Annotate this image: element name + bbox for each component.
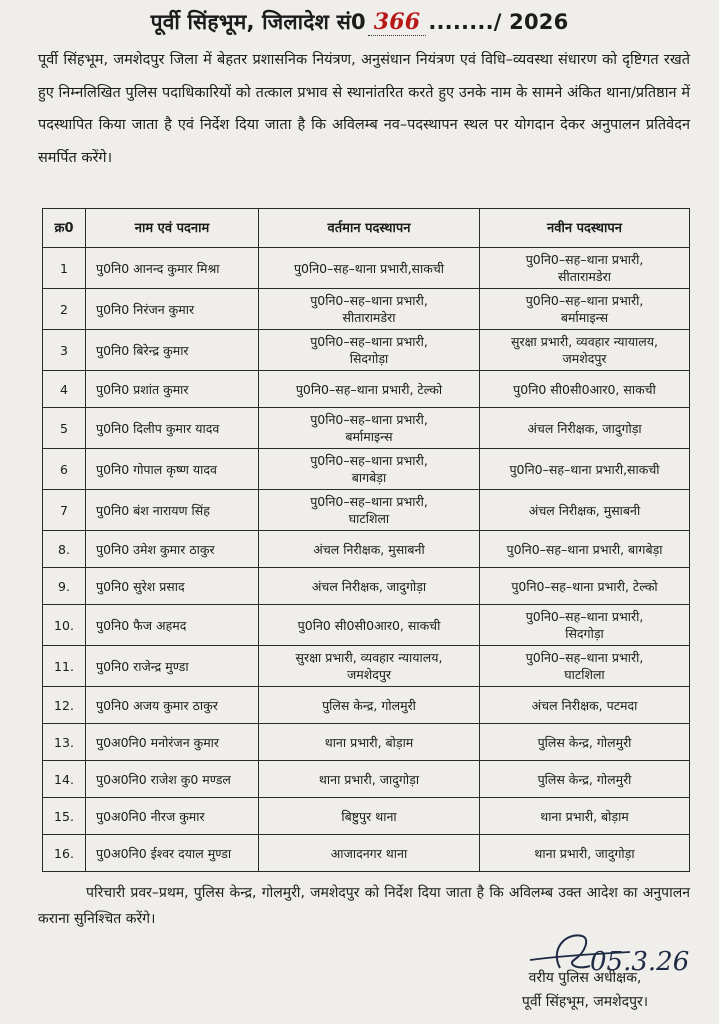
row-serial: 11.	[43, 646, 86, 687]
row-current-posting	[259, 605, 480, 646]
current-posting-line: पु0नि0–सह–थाना प्रभारी,	[310, 334, 428, 349]
row-officer-name: पु0नि0 दिलीप कुमार यादव	[86, 408, 259, 449]
table-row	[43, 289, 690, 330]
row-current-posting	[259, 724, 480, 761]
row-officer-name: पु0नि0 गोपाल कृष्ण यादव	[86, 449, 259, 490]
row-new-posting	[480, 289, 690, 330]
row-current-posting	[259, 330, 480, 371]
row-officer-name: पु0अ0नि0 मनोरंजन कुमार	[86, 724, 259, 761]
table-row	[43, 568, 690, 605]
new-posting-line: बर्मामाइन्स	[560, 310, 609, 325]
new-posting-line: पु0नि0–सह–थाना प्रभारी,साकची	[509, 461, 660, 477]
current-posting-line: सुरक्षा प्रभारी, व्यवहार न्यायालय,	[295, 650, 443, 665]
new-posting-line: पु0नि0–सह–थाना प्रभारी,	[525, 252, 644, 267]
new-posting-line: सिदगोड़ा	[565, 626, 604, 641]
row-officer-name: पु0नि0 आनन्द कुमार मिश्रा	[86, 248, 259, 289]
order-dots: ........	[428, 10, 494, 34]
row-current-posting	[259, 371, 480, 408]
current-posting-line: पु0नि0–सह–थाना प्रभारी,	[310, 412, 428, 427]
row-serial: 6	[43, 449, 86, 490]
row-new-posting	[480, 646, 690, 687]
row-officer-name: पु0अ0नि0 ईश्वर दयाल मुण्डा	[86, 835, 259, 872]
row-new-posting	[480, 371, 690, 408]
new-posting-line: अंचल निरीक्षक, जादुगोड़ा	[527, 420, 642, 436]
table-row	[43, 449, 690, 490]
current-posting-line: जमशेदपुर	[346, 667, 392, 682]
row-serial: 4	[43, 371, 86, 408]
new-posting-line: पु0नि0–सह–थाना प्रभारी, टेल्को	[511, 578, 658, 594]
row-serial: 9.	[43, 568, 86, 605]
order-year: / 2026	[493, 10, 569, 34]
table-row	[43, 835, 690, 872]
table-row	[43, 531, 690, 568]
current-posting-line: घाटशिला	[348, 511, 390, 526]
row-new-posting	[480, 687, 690, 724]
row-new-posting	[480, 248, 690, 289]
current-posting-line: अंचल निरीक्षक, मुसाबनी	[313, 541, 425, 557]
row-serial: 12.	[43, 687, 86, 724]
row-officer-name: पु0नि0 निरंजन कुमार	[86, 289, 259, 330]
row-current-posting	[259, 761, 480, 798]
table-row	[43, 408, 690, 449]
transfer-table-body	[43, 248, 690, 872]
transfer-table-header-row	[43, 209, 690, 248]
current-posting-line: बर्मामाइन्स	[345, 429, 393, 444]
row-new-posting	[480, 568, 690, 605]
new-posting-line: पु0नि0–सह–थाना प्रभारी,	[525, 650, 644, 665]
row-current-posting	[259, 248, 480, 289]
row-new-posting	[480, 724, 690, 761]
row-officer-name: पु0नि0 बंश नारायण सिंह	[86, 490, 259, 531]
row-serial: 13.	[43, 724, 86, 761]
new-posting-line: अंचल निरीक्षक, मुसाबनी	[528, 502, 641, 518]
table-row	[43, 646, 690, 687]
row-new-posting	[480, 449, 690, 490]
header-name: नाम एवं पदनाम	[86, 209, 259, 248]
row-new-posting	[480, 835, 690, 872]
row-serial: 7	[43, 490, 86, 531]
transfer-table	[42, 208, 690, 872]
table-row	[43, 605, 690, 646]
order-intro-paragraph: पूर्वी सिंहभूम, जमशेदपुर जिला में बेहतर प्रशासनिक नियंत्रण, अनुसंधान नियंत्रण एवं विधि–व्यवस्था संधारण को दृष्टिगत रखते हुए निम्नलिखित पुलिस पदाधिकारियों को तत्काल प्रभाव से स्थानांतरित करते हुए उनके नाम के सामने अंकित थाना/प्रतिष्ठान में पदस्थापित किया जाता है एवं निर्देश दिया जाता है कि अविलम्ब नव–पदस्थापन स्थल पर योगदान देकर अनुपालन प्रतिवेदन समर्पित करेंगे।	[38, 52, 690, 166]
row-officer-name: पु0नि0 अजय कुमार ठाकुर	[86, 687, 259, 724]
row-officer-name: पु0अ0नि0 राजेश कु0 मण्डल	[86, 761, 259, 798]
row-current-posting	[259, 289, 480, 330]
row-serial: 1	[43, 248, 86, 289]
row-serial: 10.	[43, 605, 86, 646]
header-serial: क्र0	[43, 209, 86, 248]
new-posting-line: पुलिस केन्द्र, गोलमुरी	[537, 734, 632, 750]
current-posting-line: सिदगोड़ा	[349, 351, 389, 366]
new-posting-line: सीतारामडेरा	[558, 269, 611, 284]
new-posting-line: पु0नि0–सह–थाना प्रभारी,	[525, 609, 644, 624]
row-new-posting	[480, 408, 690, 449]
row-new-posting	[480, 761, 690, 798]
row-current-posting	[259, 646, 480, 687]
new-posting-line: थाना प्रभारी, बोड़ाम	[540, 808, 629, 824]
row-serial: 8.	[43, 531, 86, 568]
order-number: 366	[368, 9, 427, 36]
row-new-posting	[480, 605, 690, 646]
designation-line-1: वरीय पुलिस अधीक्षक,	[528, 970, 642, 986]
row-current-posting	[259, 835, 480, 872]
row-current-posting	[259, 798, 480, 835]
new-posting-line: घाटशिला	[564, 667, 605, 682]
table-row	[43, 371, 690, 408]
header-current-posting: वर्तमान पदस्थापन	[259, 209, 480, 248]
row-officer-name: पु0नि0 सुरेश प्रसाद	[86, 568, 259, 605]
current-posting-line: पुलिस केन्द्र, गोलमुरी	[322, 697, 416, 713]
table-row	[43, 330, 690, 371]
row-officer-name: पु0नि0 प्रशांत कुमार	[86, 371, 259, 408]
current-posting-line: पु0नि0–सह–थाना प्रभारी,साकची	[293, 260, 445, 276]
table-row	[43, 798, 690, 835]
current-posting-line: आजादनगर थाना	[330, 845, 408, 861]
new-posting-line: सुरक्षा प्रभारी, व्यवहार न्यायालय,	[511, 334, 658, 349]
row-current-posting	[259, 531, 480, 568]
current-posting-line: अंचल निरीक्षक, जादुगोड़ा	[311, 578, 427, 594]
signatory-designation	[470, 966, 700, 1014]
table-row	[43, 490, 690, 531]
row-serial: 2	[43, 289, 86, 330]
row-serial: 5	[43, 408, 86, 449]
row-new-posting	[480, 330, 690, 371]
new-posting-line: पुलिस केन्द्र, गोलमुरी	[537, 771, 632, 787]
table-row	[43, 687, 690, 724]
current-posting-line: सीतारामडेरा	[342, 310, 396, 325]
new-posting-line: पु0नि0–सह–थाना प्रभारी,	[525, 293, 644, 308]
order-title	[0, 8, 719, 36]
current-posting-line: थाना प्रभारी, बोड़ाम	[324, 734, 414, 750]
current-posting-line: पु0नि0 सी0सी0आर0, साकची	[297, 617, 441, 633]
table-row	[43, 248, 690, 289]
row-current-posting	[259, 687, 480, 724]
row-officer-name: पु0नि0 फैज अहमद	[86, 605, 259, 646]
row-officer-name: पु0नि0 उमेश कुमार ठाकुर	[86, 531, 259, 568]
row-serial: 16.	[43, 835, 86, 872]
row-current-posting	[259, 490, 480, 531]
current-posting-line: बिष्टुपुर थाना	[341, 808, 397, 824]
header-new-posting: नवीन पदस्थापन	[480, 209, 690, 248]
order-footer-paragraph: परिचारी प्रवर–प्रथम, पुलिस केन्द्र, गोलमुरी, जमशेदपुर को निर्देश दिया जाता है कि अविलम्ब उक्त आदेश का अनुपालन कराना सुनिश्चित करेंगे।	[38, 885, 690, 927]
row-current-posting	[259, 449, 480, 490]
row-new-posting	[480, 490, 690, 531]
designation-line-2: पूर्वी सिंहभूम, जमशेदपुर।	[521, 994, 649, 1010]
current-posting-line: पु0नि0–सह–थाना प्रभारी,	[310, 453, 428, 468]
current-posting-line: पु0नि0–सह–थाना प्रभारी, टेल्को	[295, 381, 443, 397]
row-new-posting	[480, 798, 690, 835]
new-posting-line: अंचल निरीक्षक, पटमदा	[531, 697, 638, 713]
table-row	[43, 724, 690, 761]
signature-date: 05.3.26	[590, 947, 690, 976]
row-officer-name: पु0अ0नि0 नीरज कुमार	[86, 798, 259, 835]
new-posting-line: पु0नि0–सह–थाना प्रभारी, बागबेड़ा	[506, 541, 663, 557]
row-new-posting	[480, 531, 690, 568]
current-posting-line: पु0नि0–सह–थाना प्रभारी,	[310, 293, 428, 308]
table-row	[43, 761, 690, 798]
new-posting-line: थाना प्रभारी, जादुगोड़ा	[534, 845, 635, 861]
row-serial: 3	[43, 330, 86, 371]
current-posting-line: बागबेड़ा	[351, 470, 387, 485]
row-current-posting	[259, 408, 480, 449]
order-title-prefix: पूर्वी सिंहभूम, जिलादेश सं0	[150, 10, 366, 34]
current-posting-line: थाना प्रभारी, जादुगोड़ा	[318, 771, 420, 787]
row-officer-name: पु0नि0 राजेन्द्र मुण्डा	[86, 646, 259, 687]
row-serial: 14.	[43, 761, 86, 798]
new-posting-line: पु0नि0 सी0सी0आर0, साकची	[513, 381, 656, 397]
row-current-posting	[259, 568, 480, 605]
current-posting-line: पु0नि0–सह–थाना प्रभारी,	[310, 494, 428, 509]
new-posting-line: जमशेदपुर	[562, 351, 607, 366]
row-serial: 15.	[43, 798, 86, 835]
row-officer-name: पु0नि0 बिरेन्द्र कुमार	[86, 330, 259, 371]
